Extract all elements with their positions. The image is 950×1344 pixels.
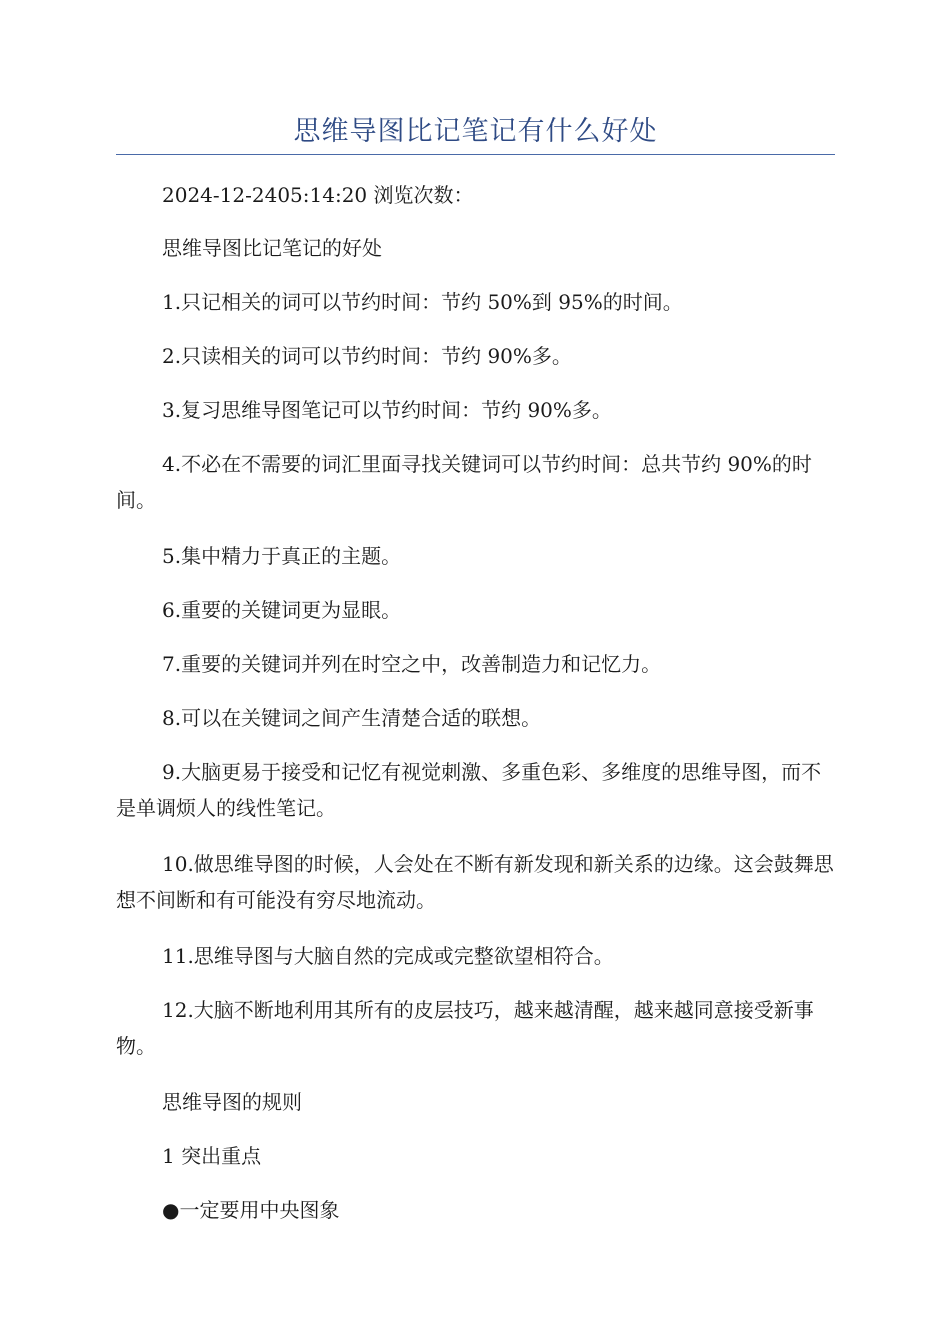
paragraph: 思维导图比记笔记的好处 [162,236,382,260]
rule-heading: 1 突出重点 [162,1144,262,1168]
bullet-item: ●一定要用中央图象 [162,1198,340,1222]
paragraph: 11.思维导图与大脑自然的完成或完整欲望相符合。 [162,944,614,968]
paragraph: 7.重要的关键词并列在时空之中，改善制造力和记忆力。 [162,652,662,676]
paragraph: 8.可以在关键词之间产生清楚合适的联想。 [162,706,542,730]
paragraph: 5.集中精力于真正的主题。 [162,544,402,568]
meta-line: 2024-12-2405:14:20 浏览次数： [162,183,474,207]
document-title: 思维导图比记笔记有什么好处 [293,116,658,147]
paragraph: 12.大脑不断地利用其所有的皮层技巧，越来越清醒，越来越同意接受新事物。 [116,998,814,1058]
paragraph: 10.做思维导图的时候，人会处在不断有新发现和新关系的边缘。这会鼓舞思想不间断和有可能没有穷尽地流动。 [116,852,834,912]
paragraph: 6.重要的关键词更为显眼。 [162,598,402,622]
paragraph: 3.复习思维导图笔记可以节约时间：节约 90%多。 [162,398,612,422]
section-heading: 思维导图的规则 [162,1090,302,1114]
title-underline [116,154,835,155]
paragraph: 4.不必在不需要的词汇里面寻找关键词可以节约时间：总共节约 90%的时间。 [116,452,812,512]
paragraph: 9.大脑更易于接受和记忆有视觉刺激、多重色彩、多维度的思维导图，而不是单调烦人的线性笔记。 [116,760,822,820]
paragraph: 2.只读相关的词可以节约时间：节约 90%多。 [162,344,572,368]
paragraph: 1.只记相关的词可以节约时间：节约 50%到 95%的时间。 [162,290,683,314]
